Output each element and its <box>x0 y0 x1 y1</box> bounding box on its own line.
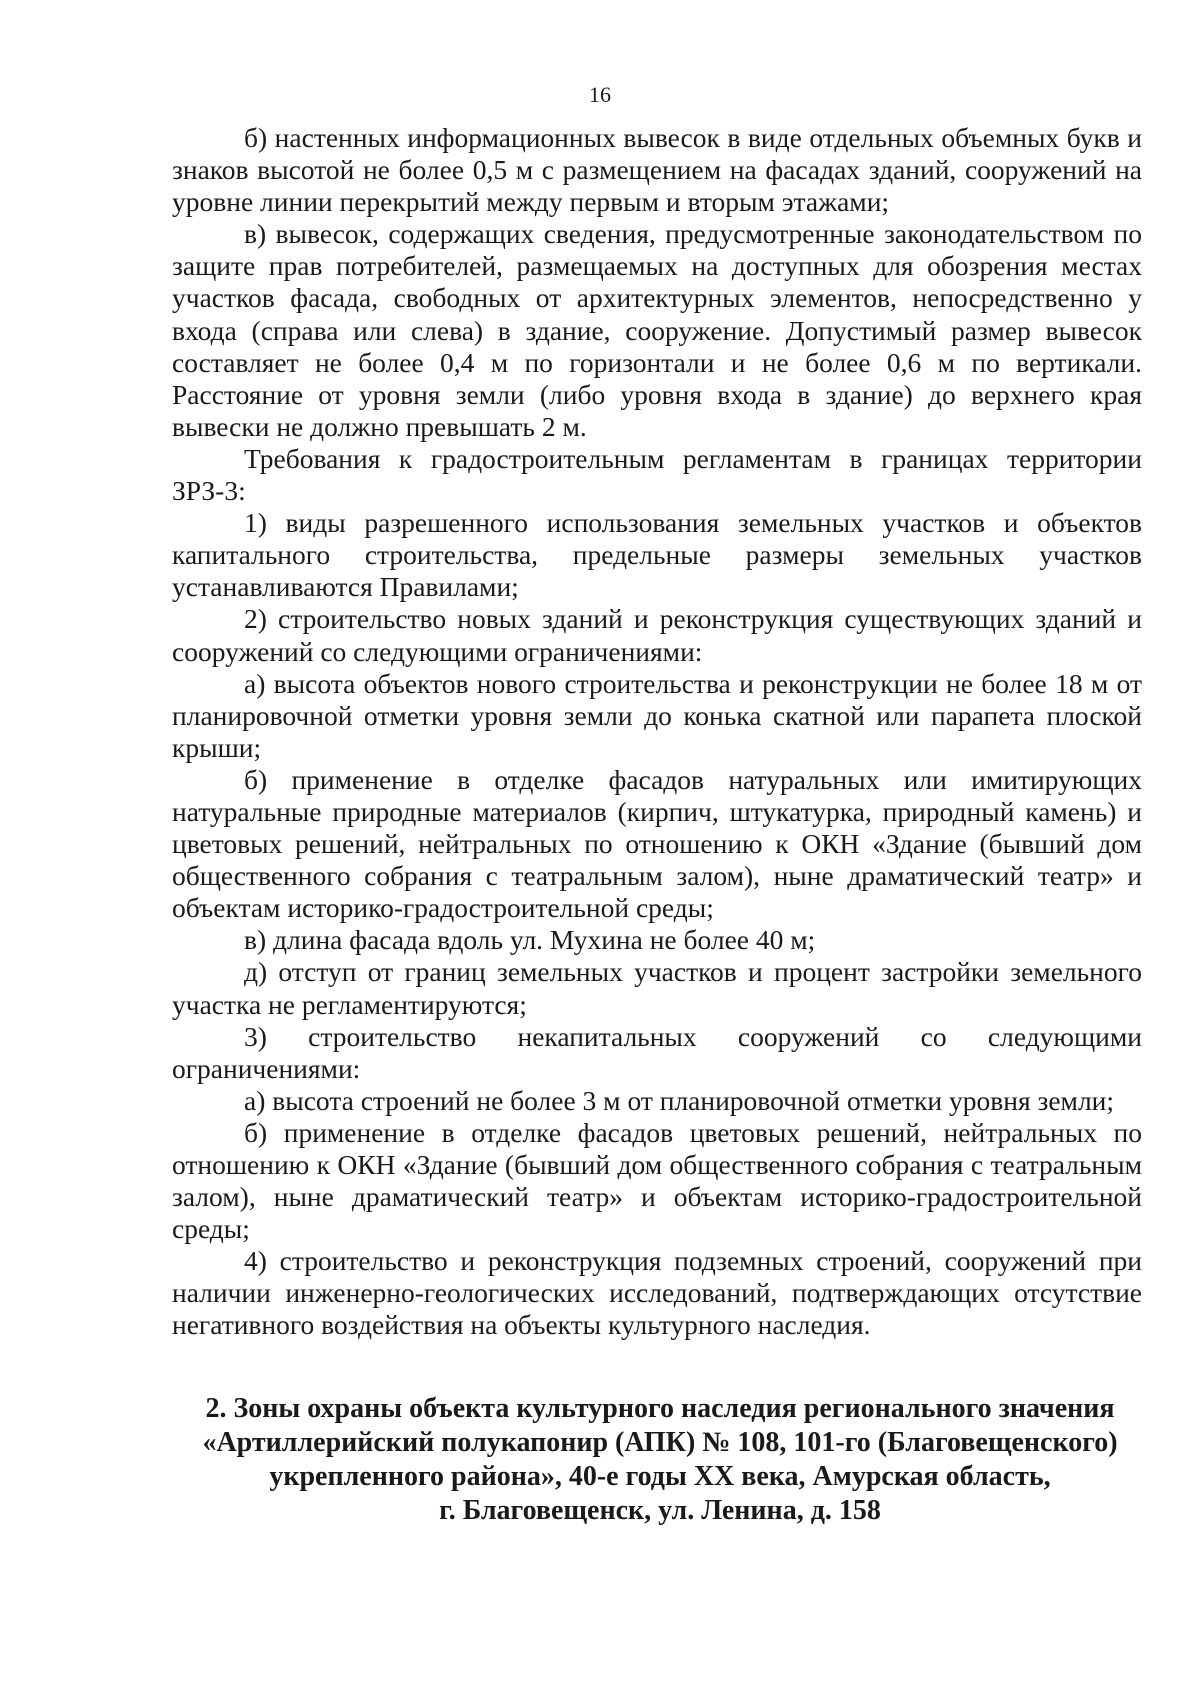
heading-line-3: укрепленного района», 40-е годы XX века, Амурская область, <box>269 1461 1051 1492</box>
heading-line-2: «Артиллерийский полукапонир (АПК) № 108, 101-го (Благовещенского) <box>202 1427 1118 1458</box>
paragraph-item-2: 2) строительство новых зданий и реконструкция существующих зданий и сооружений со следующими ограничениями: <box>172 603 1142 667</box>
paragraph-zrz3-requirements: Требования к градостроительным регламентам в границах территории ЗРЗ-3: <box>172 442 1142 507</box>
heading-line-1: 2. Зоны охраны объекта культурного наследия регионального значения <box>205 1393 1115 1424</box>
paragraph-item-4: 4) строительство и реконструкция подземных строений, сооружений при наличии инженерно-геологических исследований, подтверждающих отсутствие негативного воздействия на объекты культурного наследия. <box>172 1245 1142 1341</box>
paragraph-item-1: 1) виды разрешенного использования земельных участков и объектов капитального строительства, предельные размеры земельных участков устанавливаются Правилами; <box>172 507 1142 603</box>
page-number: 16 <box>589 82 611 107</box>
paragraph-signs-consumer: в) вывесок, содержащих сведения, предусмотренные законодательством по защите прав потребителей, размещаемых на доступных для обозрения местах участков фасада, свободных от архитектурных элементов, непосредственно у входа (справа или слева) в здание, сооружение. Допустимый размер вывесок составляет не более 0,4 м по горизонтали и не более 0,6 м по вертикали. Расстояние от уровня земли (либо уровня входа в здание) до верхнего края вывески не должно превышать 2 м. <box>172 218 1142 442</box>
paragraph-item-2v: в) длина фасада вдоль ул. Мухина не более 40 м; <box>244 924 816 956</box>
paragraph-item-3a: а) высота строений не более 3 м от планировочной отметки уровня земли; <box>244 1084 1115 1116</box>
document-body <box>172 122 1142 1342</box>
section-heading <box>150 1392 1170 1528</box>
paragraph-item-2b: б) применение в отделке фасадов натуральных или имитирующих натуральные природные материалов (кирпич, штукатурка, природный камень) и цветовых решений, нейтральных по отношению к ОКН «Здание (бывший дом общественного собрания с театральным залом), ныне драматический театр» и объектам историко-градостроительной среды; <box>172 763 1142 924</box>
paragraph-item-3: 3) строительство некапитальных сооружений со следующими ограничениями: <box>172 1020 1142 1084</box>
paragraph-signs-letters: б) настенных информационных вывесок в виде отдельных объемных букв и знаков высотой не более 0,5 м с размещением на фасадах зданий, сооружений на уровне линии перекрытий между первым и вторым этажами; <box>172 122 1142 218</box>
paragraph-item-2d: д) отступ от границ земельных участков и процент застройки земельного участка не регламентируются; <box>172 956 1142 1020</box>
heading-line-4: г. Благовещенск, ул. Ленина, д. 158 <box>439 1495 881 1526</box>
paragraph-item-3b: б) применение в отделке фасадов цветовых решений, нейтральных по отношению к ОКН «Здание (бывший дом общественного собрания с театральным залом), ныне драматический театр» и объектам историко-градостроительной среды; <box>172 1116 1142 1245</box>
paragraph-item-2a: а) высота объектов нового строительства и реконструкции не более 18 м от планировочной отметки уровня земли до конька скатной или парапета плоской крыши; <box>172 667 1142 763</box>
